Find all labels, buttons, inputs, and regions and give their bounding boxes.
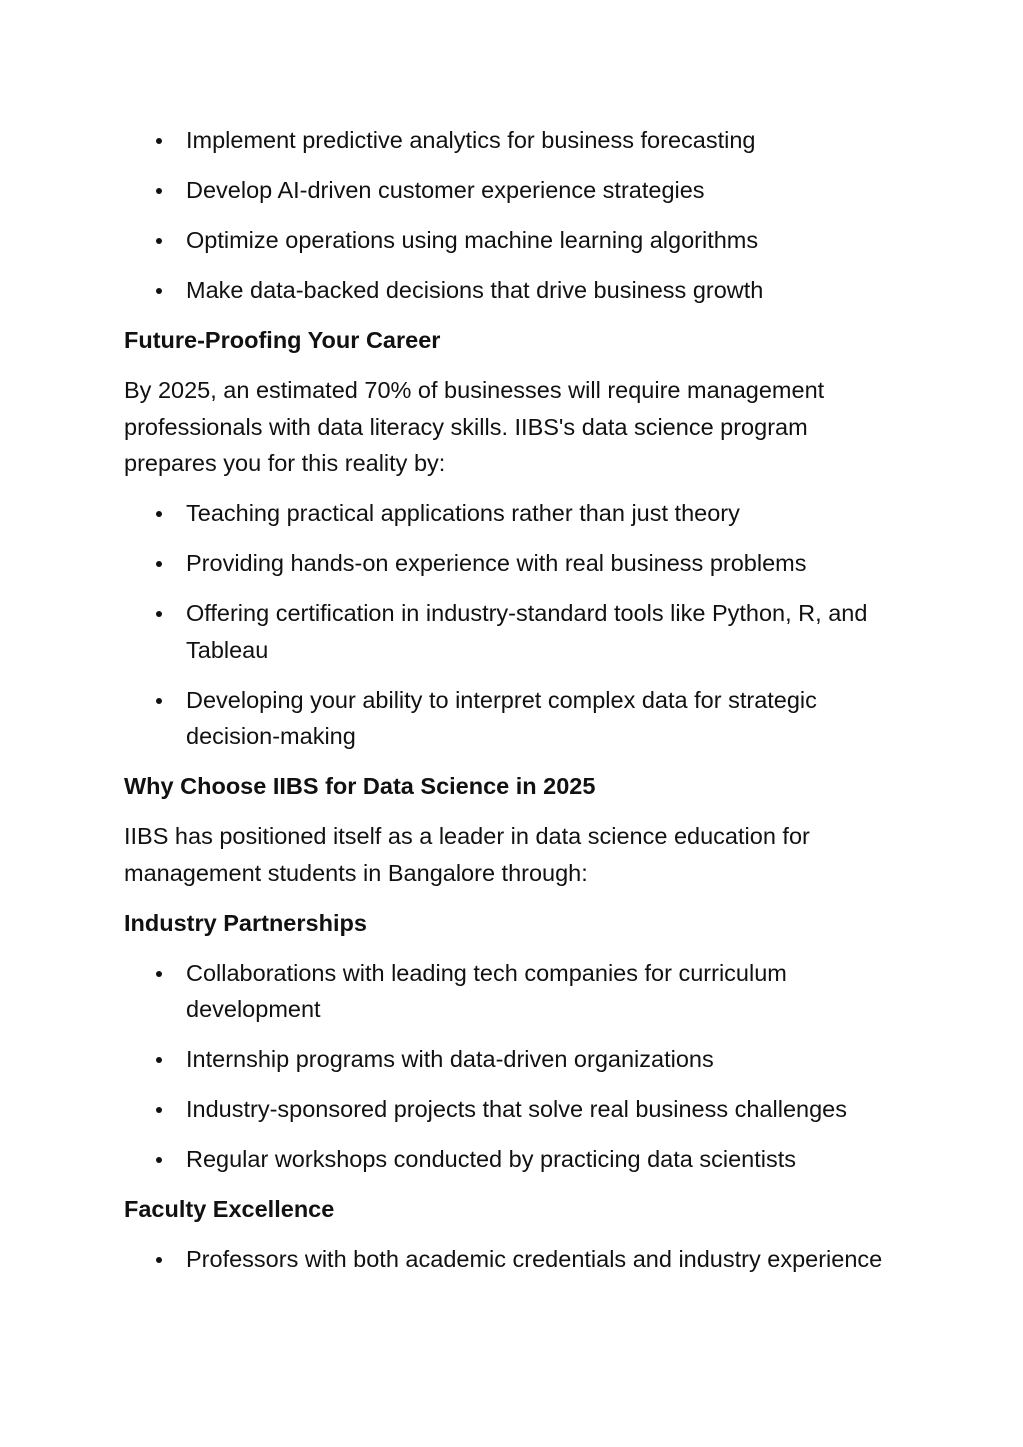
bullet-icon xyxy=(156,561,162,567)
list-item-text: Teaching practical applications rather than just theory xyxy=(186,500,740,526)
preparation-list xyxy=(124,495,904,755)
bullet-icon xyxy=(156,511,162,517)
bullet-icon xyxy=(156,1257,162,1263)
bullet-icon xyxy=(156,1057,162,1063)
list-item xyxy=(124,1141,904,1178)
future-proofing-paragraph: By 2025, an estimated 70% of businesses will require management professionals with data literacy skills. IIBS's data science program prepares you for this reality by: xyxy=(124,377,825,476)
bullet-icon xyxy=(156,138,162,144)
list-item-text: Collaborations with leading tech companies for curriculum development xyxy=(186,959,787,1022)
bullet-icon xyxy=(156,1157,162,1163)
bullet-icon xyxy=(156,238,162,244)
bullet-icon xyxy=(156,1107,162,1113)
list-item-text: Develop AI-driven customer experience strategies xyxy=(186,177,705,203)
list-item xyxy=(124,1041,904,1078)
bullet-icon xyxy=(156,188,162,194)
section-heading-industry-partnerships: Industry Partnerships xyxy=(124,909,367,936)
list-item xyxy=(124,1241,904,1278)
section-heading-faculty-excellence: Faculty Excellence xyxy=(124,1196,335,1222)
document-page xyxy=(124,122,904,1291)
list-item xyxy=(124,682,904,755)
industry-partnerships-list xyxy=(124,955,904,1178)
bullet-icon xyxy=(156,611,162,617)
list-item xyxy=(124,495,904,532)
list-item-text: Industry-sponsored projects that solve real business challenges xyxy=(186,1096,847,1122)
list-item-text: Regular workshops conducted by practicing data scientists xyxy=(186,1146,797,1172)
list-item-text: Developing your ability to interpret complex data for strategic decision-making xyxy=(186,686,817,749)
list-item-text: Professors with both academic credentials and industry experience xyxy=(186,1246,883,1272)
list-item xyxy=(124,272,904,309)
list-item-text: Offering certification in industry-standard tools like Python, R, and Tableau xyxy=(186,600,868,663)
bullet-icon xyxy=(156,288,162,294)
why-choose-paragraph: IIBS has positioned itself as a leader in data science education for management students in Bangalore through: xyxy=(124,823,810,886)
list-item xyxy=(124,595,904,668)
list-item-text: Implement predictive analytics for business forecasting xyxy=(186,127,756,153)
bullet-icon xyxy=(156,698,162,704)
faculty-excellence-list xyxy=(124,1241,904,1278)
list-item xyxy=(124,122,904,159)
list-item xyxy=(124,172,904,209)
bullet-icon xyxy=(156,971,162,977)
list-item xyxy=(124,545,904,582)
list-item-text: Optimize operations using machine learning algorithms xyxy=(186,227,759,253)
list-item-text: Providing hands-on experience with real business problems xyxy=(186,550,807,576)
list-item xyxy=(124,955,904,1028)
list-item-text: Internship programs with data-driven organizations xyxy=(186,1046,714,1072)
list-item-text: Make data-backed decisions that drive business growth xyxy=(186,277,764,303)
list-item xyxy=(124,222,904,259)
analytics-goals-list xyxy=(124,122,904,309)
list-item xyxy=(124,1091,904,1128)
section-heading-why-choose: Why Choose IIBS for Data Science in 2025 xyxy=(124,773,596,799)
section-heading-future-proofing: Future-Proofing Your Career xyxy=(124,327,441,353)
